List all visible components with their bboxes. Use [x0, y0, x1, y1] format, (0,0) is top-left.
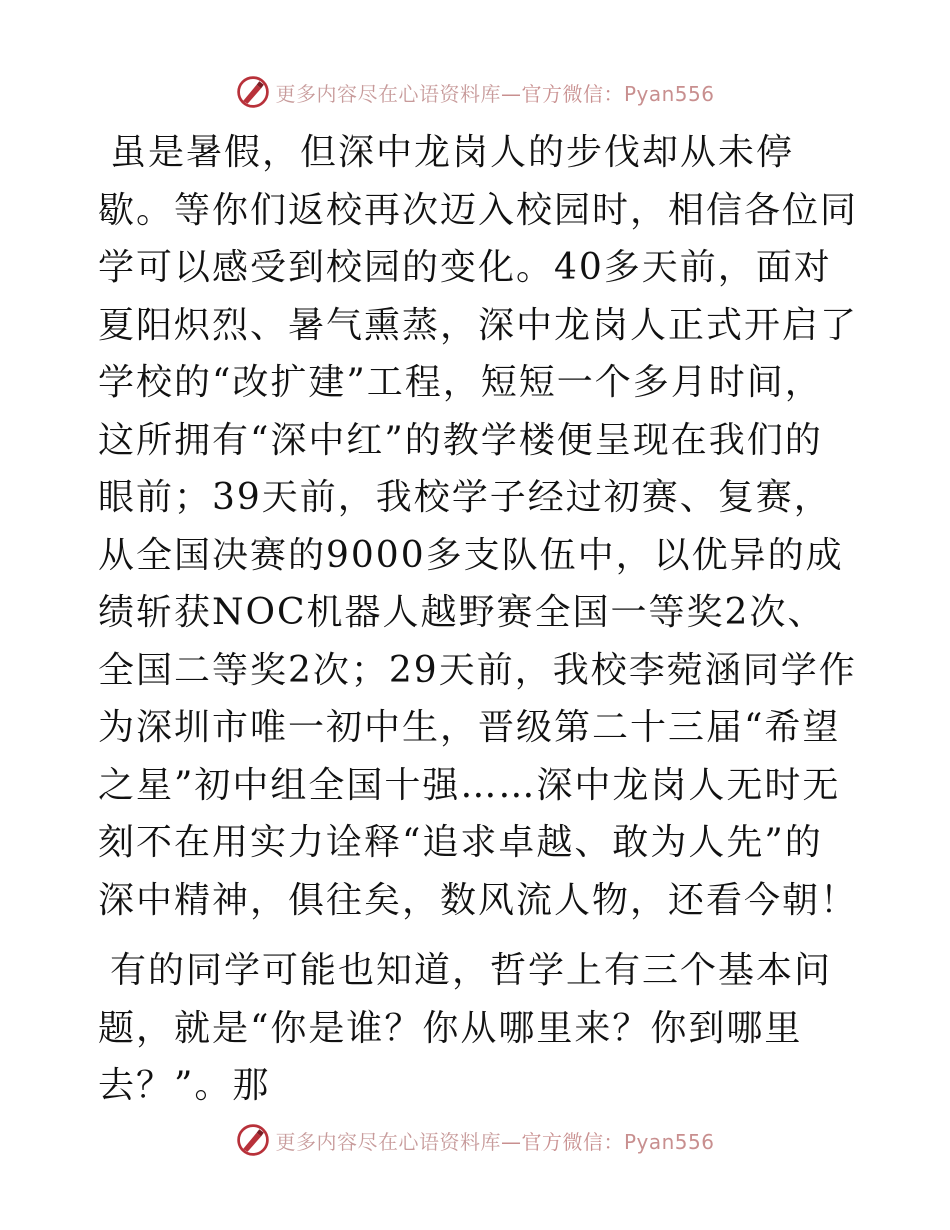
banner-wechat: —官方微信：Pyan556	[500, 81, 715, 106]
pen-logo-icon	[235, 74, 271, 110]
header-banner	[0, 72, 950, 112]
banner-text: 更多内容尽在心语资料库	[275, 81, 501, 106]
banner-wechat: —官方微信：Pyan556	[500, 1129, 715, 1154]
footer-banner	[0, 1120, 950, 1160]
paragraph: 虽是暑假，但深中龙岗人的步伐却从未停歇。等你们返校再次迈入校园时，相信各位同学可以感受到校园的变化。40多天前，面对夏阳炽烈、暑气熏蒸，深中龙岗人正式开启了学校的“改扩建”工程，短短一个多月时间，这所拥有“深中红”的教学楼便呈现在我们的眼前；39天前，我校学子经过初赛、复赛，从全国决赛的9000多支队伍中，以优异的成绩斩获NOC机器人越野赛全国一等奖2次、全国二等奖2次；29天前，我校李菀涵同学作为深圳市唯一初中生，晋级第二十三届“希望之星”初中组全国十强……深中龙岗人无时无刻不在用实力诠释“追求卓越、敢为人先”的深中精神，俱往矣，数风流人物，还看今朝！	[98, 132, 859, 921]
banner-text: 更多内容尽在心语资料库	[275, 1129, 501, 1154]
paragraph: 有的同学可能也知道，哲学上有三个基本问题，就是“你是谁？你从哪里来？你到哪里去？”。那	[98, 950, 833, 1106]
pen-logo-icon	[235, 1122, 271, 1158]
document-body	[98, 124, 858, 1115]
